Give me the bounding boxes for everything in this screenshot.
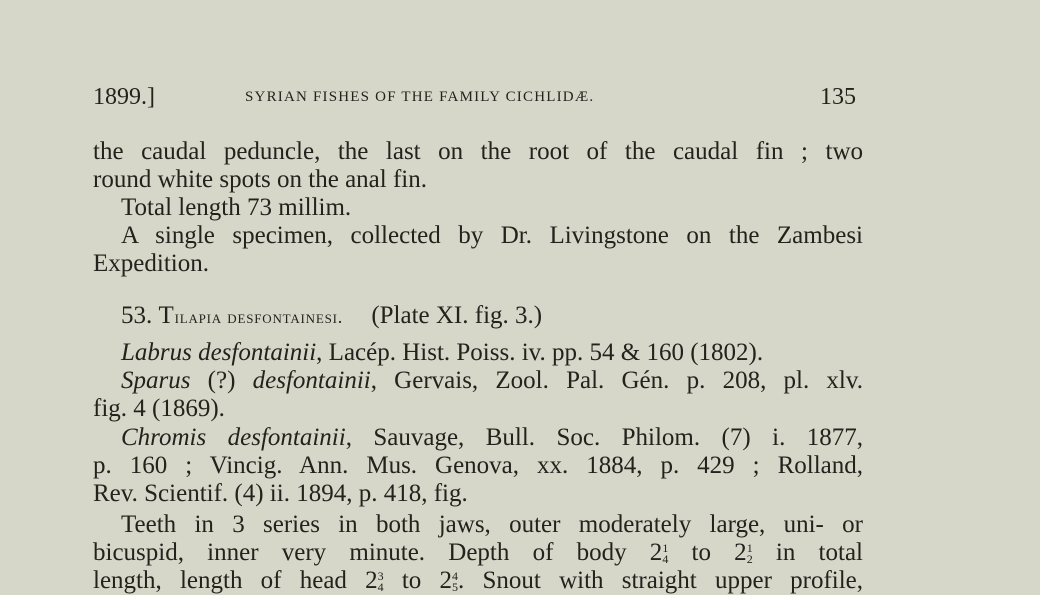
species-number: 53. — [121, 302, 153, 329]
synonym-1: Labrus desfontainii, Lacép. Hist. Poiss. iv. pp. 54 & 160 (1802). — [121, 339, 764, 366]
running-title: SYRIAN FISHES OF THE FAMILY CICHLIDÆ. — [245, 89, 595, 105]
synonym-3: Chromis desfontainii, Sauvage, Bull. Soc. Philom. (7) i. 1877, — [121, 424, 863, 451]
body-line-5: Expedition. — [93, 250, 209, 277]
species-heading — [121, 302, 863, 331]
body-line-1: the caudal peduncle, the last on the root of the caudal fin ; two — [93, 138, 863, 165]
description-line-2: bicuspid, inner very minute. Depth of body 2 1 4 to 2 1 2 in total — [93, 539, 863, 567]
synonym-2-cont: fig. 4 (1869). — [93, 395, 225, 422]
synonym-2: Sparus (?) desfontainii, Gervais, Zool. Pal. Gén. p. 208, pl. xlv. — [121, 367, 864, 394]
page-number: 135 — [820, 84, 856, 110]
synonym-3-cont-1: p. 160 ; Vincig. Ann. Mus. Genova, xx. 1884, p. 429 ; Rolland, — [93, 452, 863, 479]
synonym-3-cont-2: Rev. Scientif. (4) ii. 1894, p. 418, fig. — [93, 480, 468, 507]
description-line-1: Teeth in 3 series in both jaws, outer moderately large, uni- or — [121, 511, 863, 538]
body-line-2: round white spots on the anal fin. — [93, 166, 427, 193]
body-line-4: A single specimen, collected by Dr. Livingstone on the Zambesi — [121, 222, 863, 249]
description-line-3: length, length of head 2 3 4 to 2 4 5 . Snout with straight upper profile, — [93, 567, 864, 595]
body-line-3: Total length 73 millim. — [121, 194, 352, 221]
plate-reference: (Plate XI. fig. 3.) — [371, 302, 543, 329]
header-year: 1899.] — [93, 84, 155, 110]
species-name: Tilapia desfontainesi. — [158, 302, 344, 329]
